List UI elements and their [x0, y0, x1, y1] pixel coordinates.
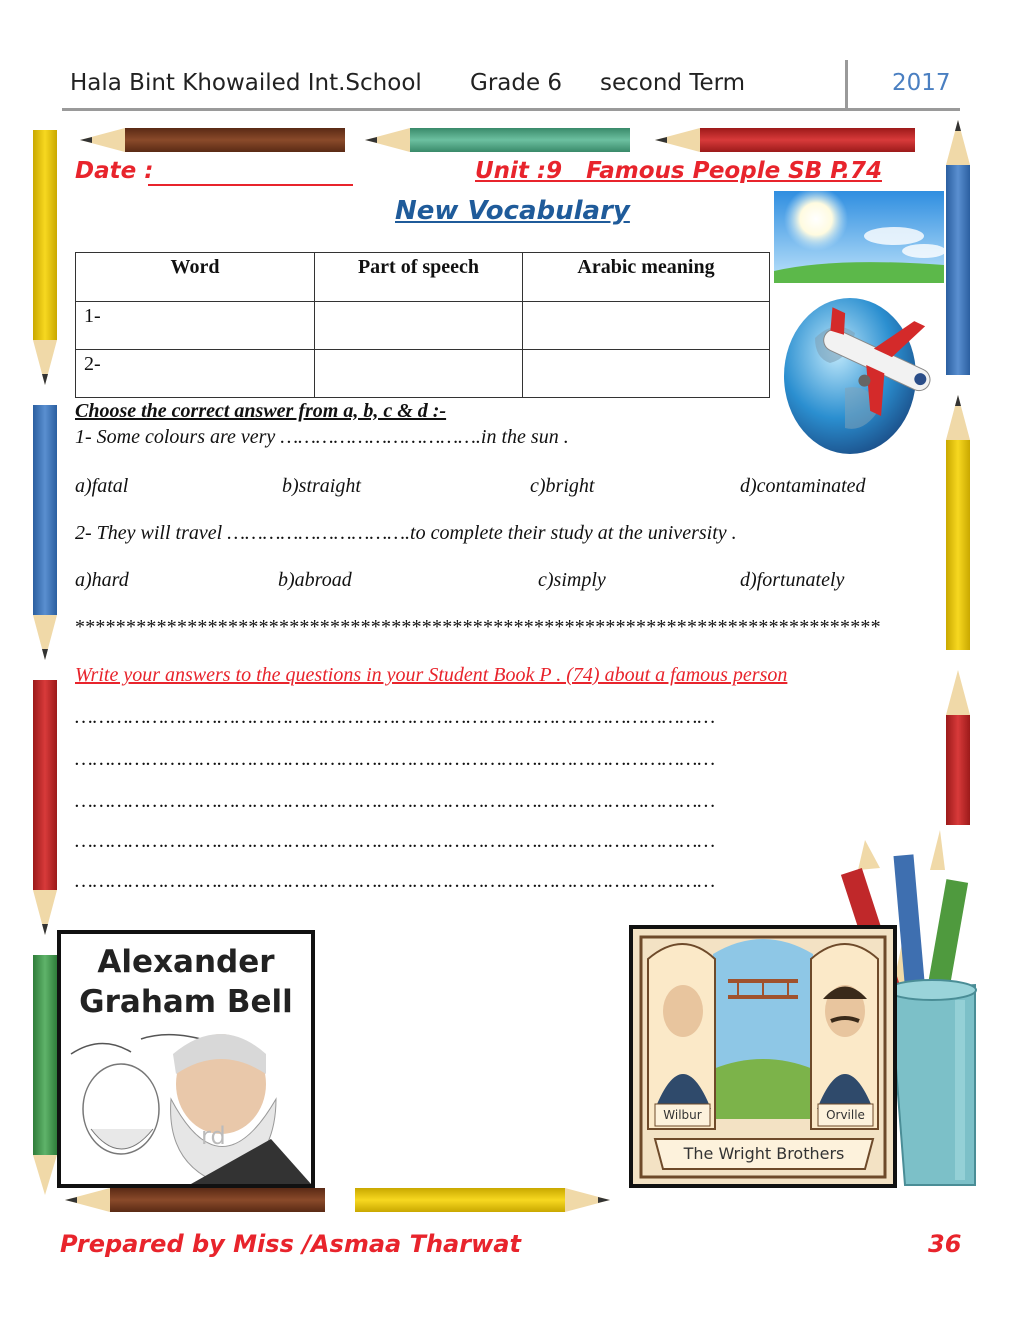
table-header: Arabic meaning	[523, 253, 770, 302]
bell-portrait-drawing	[61, 934, 311, 1184]
table-header: Part of speech	[315, 253, 523, 302]
table-cell[interactable]: 2-	[76, 350, 315, 398]
wright-left-label: Wilbur	[663, 1108, 702, 1122]
q2-option-c[interactable]: c)simply	[538, 569, 606, 591]
year-label: 2017	[892, 70, 951, 96]
wright-right-label: Orville	[826, 1108, 865, 1122]
table-header: Word	[76, 253, 315, 302]
globe-airplane-image	[775, 288, 945, 456]
q1-option-c[interactable]: c)bright	[530, 475, 595, 497]
school-name: Hala Bint Khowailed Int.School	[70, 70, 422, 96]
answer-line[interactable]: ………………………………………………………………………………………………	[75, 830, 716, 852]
table-cell[interactable]: 1-	[76, 302, 315, 350]
table-row	[76, 350, 770, 398]
date-label: Date :	[75, 158, 154, 184]
wright-title: The Wright Brothers	[683, 1144, 845, 1163]
table-cell[interactable]	[315, 350, 523, 398]
bell-title-line-1: Alexander	[97, 944, 275, 980]
q1-option-d[interactable]: d)contaminated	[740, 475, 866, 497]
question-2: 2- They will travel ………………………….to complete their study at the university .	[75, 522, 737, 544]
separator-stars: *******************************************************************************	[75, 616, 881, 638]
section-title: New Vocabulary	[395, 196, 630, 226]
question-1: 1- Some colours are very …………………………….in the sun .	[75, 426, 569, 448]
answer-line[interactable]: ………………………………………………………………………………………………	[75, 748, 716, 770]
alexander-graham-bell-image	[57, 930, 315, 1188]
svg-text:rd: rd	[201, 1122, 226, 1150]
header-divider-vertical	[845, 60, 848, 110]
grade-label: Grade 6	[470, 70, 563, 96]
table-cell[interactable]	[523, 302, 770, 350]
vocabulary-table	[75, 252, 770, 398]
answer-line[interactable]: ………………………………………………………………………………………………	[75, 870, 716, 892]
writing-instruction: Write your answers to the questions in your Student Book P . (74) about a famous person	[75, 664, 788, 686]
page-number: 36	[928, 1230, 962, 1258]
q2-option-a[interactable]: a)hard	[75, 569, 129, 591]
table-cell[interactable]	[523, 350, 770, 398]
answer-line[interactable]: ………………………………………………………………………………………………	[75, 706, 716, 728]
header-divider	[62, 108, 960, 111]
prepared-by: Prepared by Miss /Asmaa Tharwat	[60, 1230, 521, 1258]
table-row	[76, 302, 770, 350]
sky-image	[774, 191, 944, 283]
date-blank-line	[148, 184, 353, 186]
unit-label: Unit :9 Famous People SB P.74	[475, 158, 882, 184]
q1-option-a[interactable]: a)fatal	[75, 475, 129, 497]
exercise-instruction: Choose the correct answer from a, b, c & d :-	[75, 400, 447, 422]
q1-option-b[interactable]: b)straight	[282, 475, 361, 497]
bell-title-line-2: Graham Bell	[79, 984, 293, 1020]
q2-option-d[interactable]: d)fortunately	[740, 569, 845, 591]
q2-option-b[interactable]: b)abroad	[278, 569, 352, 591]
answer-line[interactable]: ………………………………………………………………………………………………	[75, 790, 716, 812]
wright-brothers-image	[629, 925, 897, 1188]
term-label: second Term	[600, 70, 746, 96]
table-cell[interactable]	[315, 302, 523, 350]
